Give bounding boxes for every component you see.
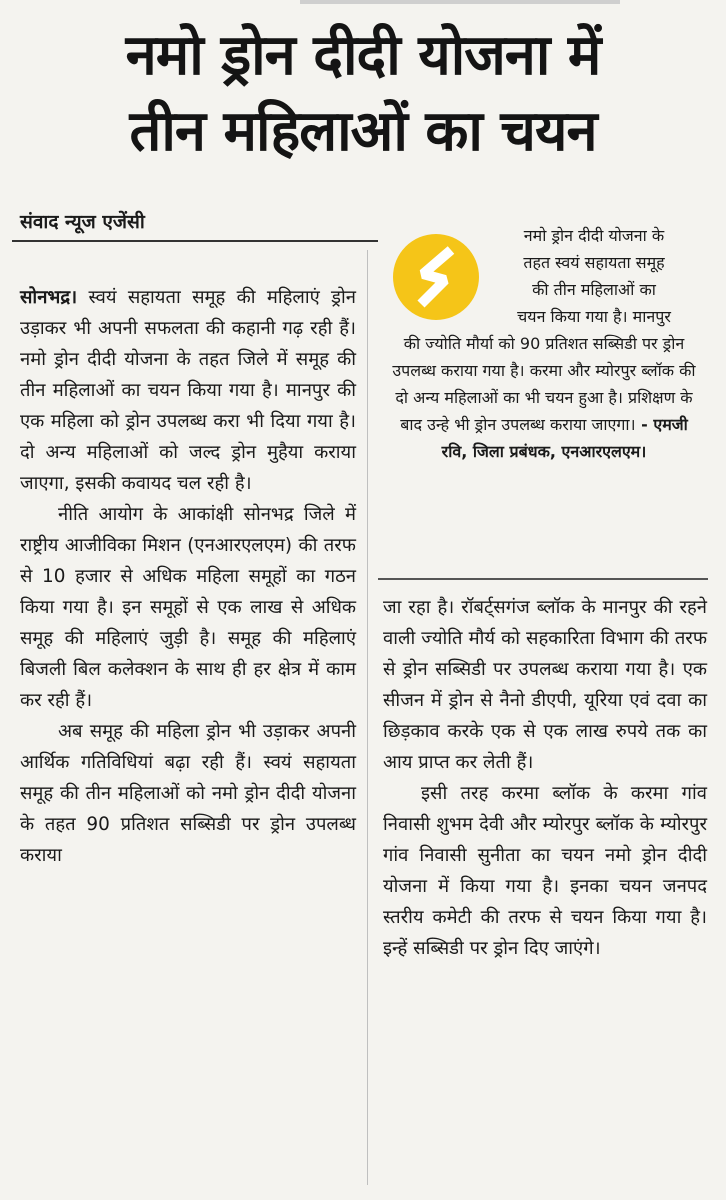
paragraph-1 [20, 282, 356, 499]
quote-line-4: चयन किया गया है। मानपुर [517, 307, 671, 326]
byline-divider [12, 240, 378, 242]
quote-rest: की ज्योति मौर्या को 90 प्रतिशत सब्सिडी पर ड्रोन उपलब्ध कराया गया है। करमा और म्योरपुर ब्लॉक की दो अन्य महिलाओं का भी चयन हुआ है। प्रशिक्षण के बाद उन्हे भी ड्रोन उपलब्ध कराया जाएगा। [392, 334, 696, 434]
quote-line-2: तहत स्वयं सहायता समूह [523, 253, 665, 272]
column-divider [367, 250, 368, 1185]
quote-box [385, 222, 703, 562]
paragraph-3: अब समूह की महिला ड्रोन भी उड़ाकर अपनी आर्थिक गतिविधियां बढ़ा रही हैं। स्वयं सहायता समूह की तीन महिलाओं को नमो ड्रोन दीदी योजना के तहत 90 प्रतिशत सब्सिडी पर ड्रोन उपलब्ध कराया [20, 721, 356, 866]
byline: संवाद न्यूज एजेंसी [20, 211, 145, 233]
right-column [383, 592, 707, 964]
left-column [20, 282, 356, 871]
quote-author: - एमजी रवि, जिला प्रबंधक, एनआरएलएम। [441, 415, 688, 461]
quote-body [385, 330, 703, 465]
headline-line-1: नमो ड्रोन दीदी योजना में [125, 23, 601, 88]
dateline: सोनभद्र। [20, 287, 78, 308]
quote-line-3: की तीन महिलाओं का [532, 280, 656, 299]
paragraph-1-text: स्वयं सहायता समूह की महिलाएं ड्रोन उड़ाकर भी अपनी सफलता की कहानी गढ़ रही हैं। नमो ड्रोन दीदी योजना के तहत जिले में समूह की तीन महिलाओं का चयन किया गया है। मानपुर की एक महिला को ड्रोन उपलब्ध करा भी दिया गया है। दो अन्य महिलाओं को जल्द ड्रोन मुहैया कराया जाएगा, इसकी कवायद चल रही है। [20, 287, 356, 494]
quote-divider [378, 578, 708, 580]
quote-line-1: नमो ड्रोन दीदी योजना के [523, 226, 665, 245]
paragraph-4: जा रहा है। रॉबर्ट्सगंज ब्लॉक के मानपुर की रहने वाली ज्योति मौर्य को सहकारिता विभाग की तरफ से ड्रोन सब्सिडी पर उपलब्ध कराया गया है। एक सीजन में ड्रोन से नैनो डीएपी, यूरिया एवं दवा का छिड़काव करके एक से एक लाख रुपये तक का आय प्राप्त कर लेती हैं। [383, 597, 707, 773]
paragraph-5: इसी तरह करमा ब्लॉक के करमा गांव निवासी शुभम देवी और म्योरपुर ब्लॉक के म्योरपुर गांव निवासी सुनीता का चयन नमो ड्रोन दीदी योजना में किया गया है। इनका चयन जनपद स्तरीय कमेटी की तरफ से चयन किया गया है। इन्हें सब्सिडी पर ड्रोन दिए जाएंगे। [383, 783, 707, 959]
headline [0, 18, 726, 170]
top-rule [300, 0, 620, 4]
paragraph-2: नीति आयोग के आकांक्षी सोनभद्र जिले में राष्ट्रीय आजीविका मिशन (एनआरएलएम) की तरफ से 10 हजार से अधिक महिला समूहों का गठन किया गया है। इन समूहों से एक लाख से अधिक समूह की महिलाएं जुड़ी है। समूह की महिलाएं बिजली बिल कलेक्शन के साथ ही हर क्षेत्र में काम कर रही हैं। [20, 504, 356, 711]
headline-line-2: तीन महिलाओं का चयन [129, 99, 597, 164]
quote-text [385, 222, 703, 465]
